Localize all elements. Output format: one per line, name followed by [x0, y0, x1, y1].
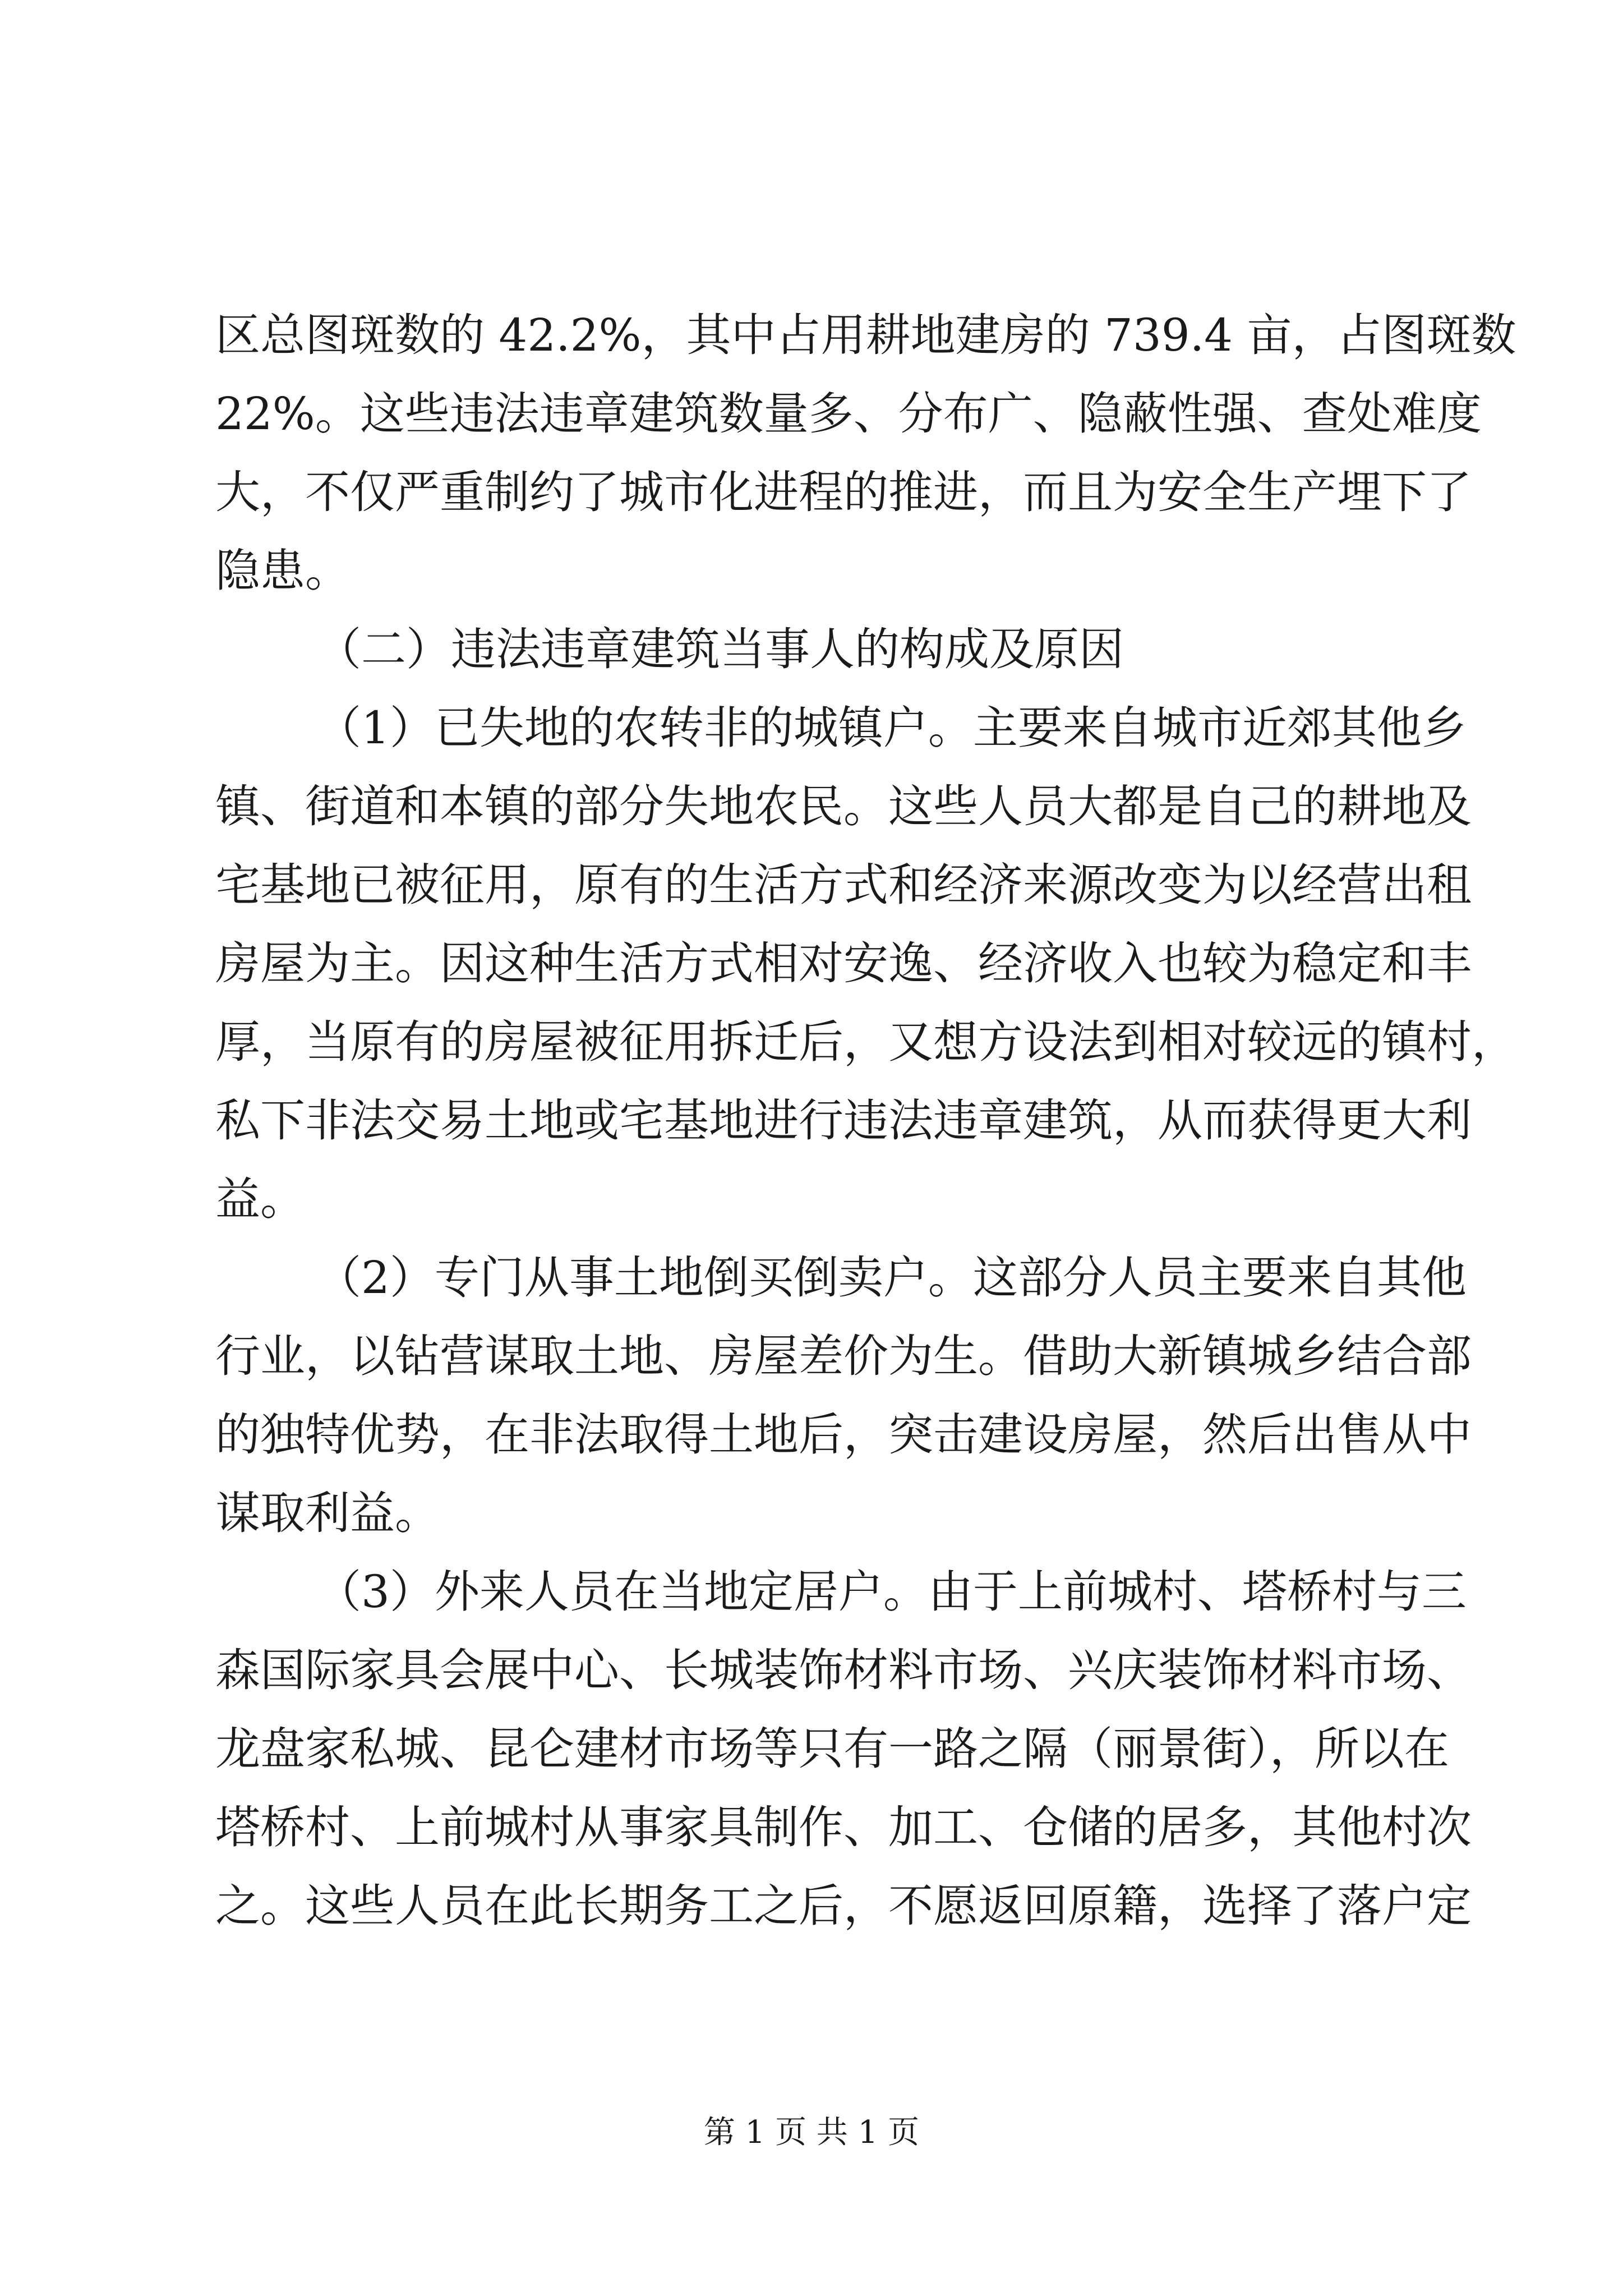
- paragraph-line: 房屋为主。因这种生活方式相对安逸、经济收入也较为稳定和丰: [215, 937, 1472, 990]
- section-heading: （二）违法违章建筑当事人的构成及原因: [316, 623, 1124, 675]
- paragraph-line: 谋取利益。: [215, 1487, 440, 1539]
- paragraph-line: 塔桥村、上前城村从事家具制作、加工、仓储的居多，其他村次: [215, 1801, 1472, 1853]
- page-footer: 第 1 页 共 1 页: [703, 2114, 920, 2151]
- paragraph-line: （3）外来人员在当地定居户。由于上前城村、塔桥村与三: [316, 1566, 1467, 1618]
- paragraph-line: 厚，当原有的房屋被征用拆迁后，又想方设法到相对较远的镇村，: [215, 1016, 1516, 1068]
- paragraph-line: 宅基地已被征用，原有的生活方式和经济来源改变为以经营出租: [215, 859, 1472, 911]
- paragraph-line: 益。: [215, 1173, 305, 1225]
- paragraph-line: （1）已失地的农转非的城镇户。主要来自城市近郊其他乡: [316, 702, 1467, 754]
- paragraph-line: （2）专门从事土地倒买倒卖户。这部分人员主要来自其他: [316, 1251, 1467, 1304]
- paragraph-line: 龙盘家私城、昆仑建材市场等只有一路之隔（丽景街），所以在: [215, 1723, 1449, 1775]
- paragraph-line: 之。这些人员在此长期务工之后，不愿返回原籍，选择了落户定: [215, 1880, 1472, 1932]
- paragraph-line: 22%。这些违法违章建筑数量多、分布广、隐蔽性强、查处难度: [215, 388, 1482, 440]
- paragraph-line: 行业，以钻营谋取土地、房屋差价为生。借助大新镇城乡结合部: [215, 1330, 1472, 1382]
- paragraph-line: 的独特优势，在非法取得土地后，突击建设房屋，然后出售从中: [215, 1409, 1472, 1461]
- paragraph-line: 区总图斑数的 42.2%，其中占用耕地建房的 739.4 亩，占图斑数: [215, 309, 1516, 361]
- paragraph-line: 森国际家具会展中心、长城装饰材料市场、兴庆装饰材料市场、: [215, 1644, 1472, 1696]
- paragraph-line: 镇、街道和本镇的部分失地农民。这些人员大都是自己的耕地及: [215, 780, 1472, 832]
- paragraph-line: 隐患。: [215, 545, 350, 597]
- paragraph-line: 私下非法交易土地或宅基地进行违法违章建筑，从而获得更大利: [215, 1094, 1472, 1147]
- paragraph-line: 大，不仅严重制约了城市化进程的推进，而且为安全生产埋下了: [215, 466, 1472, 518]
